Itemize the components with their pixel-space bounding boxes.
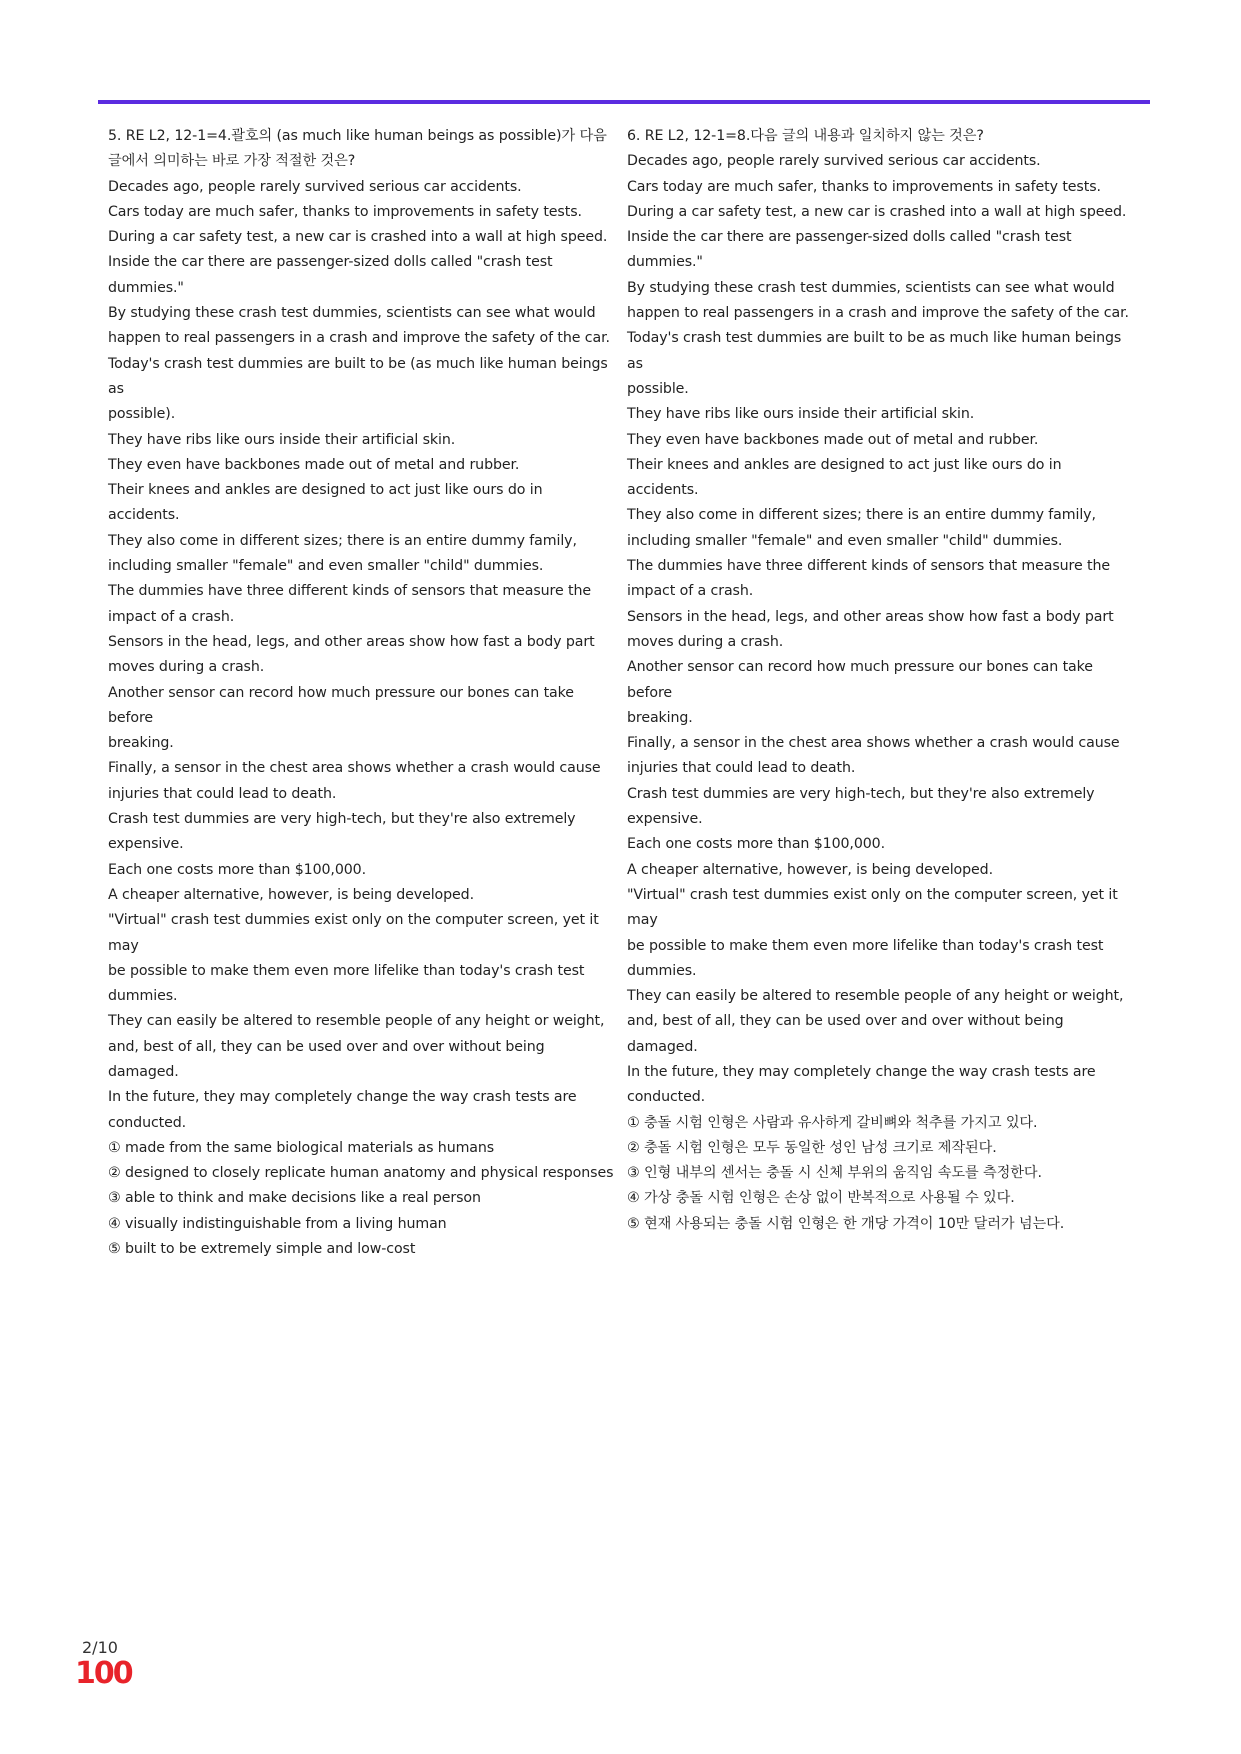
text-line: ③ 인형 내부의 센서는 충돌 시 신체 부위의 움직임 속도를 측정한다. (627, 1165, 1042, 1182)
text-line: including smaller "female" and even smaller "child" dummies. (627, 532, 1063, 549)
text-line: Each one costs more than $100,000. (627, 836, 886, 853)
text-line: They also come in different sizes; there is an entire dummy family, (108, 532, 577, 549)
text-line: breaking. (108, 735, 174, 752)
text-line: 글에서 의미하는 바로 가장 적절한 것은? (108, 153, 356, 170)
text-line: Inside the car there are passenger-sized dolls called "crash test dummies." (627, 229, 1072, 271)
text-line: The dummies have three different kinds of sensors that measure the (627, 558, 1111, 575)
question-6-column (627, 124, 1137, 1237)
question-5-column (108, 124, 618, 1262)
text-line: They can easily be altered to resemble people of any height or weight, (108, 1013, 605, 1030)
text-line: happen to real passengers in a crash and improve the safety of the car. (627, 305, 1129, 322)
text-line: breaking. (627, 709, 693, 726)
text-line: Their knees and ankles are designed to act just like ours do in accidents. (108, 482, 543, 524)
text-line: injuries that could lead to death. (108, 785, 337, 802)
text-line: Inside the car there are passenger-sized dolls called "crash test dummies." (108, 254, 553, 296)
text-line: possible. (627, 380, 689, 397)
text-line: Decades ago, people rarely survived serious car accidents. (627, 153, 1041, 170)
text-line: possible). (108, 406, 176, 423)
brand-logo: 100 (75, 1656, 132, 1691)
text-line: including smaller "female" and even smaller "child" dummies. (108, 558, 544, 575)
text-line: By studying these crash test dummies, scientists can see what would (108, 305, 596, 322)
text-line: Decades ago, people rarely survived serious car accidents. (108, 178, 522, 195)
text-line: be possible to make them even more lifelike than today's crash test (627, 937, 1104, 954)
text-line: Cars today are much safer, thanks to improvements in safety tests. (627, 178, 1101, 195)
text-line: impact of a crash. (108, 608, 235, 625)
text-line: Finally, a sensor in the chest area shows whether a crash would cause (108, 760, 601, 777)
text-line: "Virtual" crash test dummies exist only on the computer screen, yet it may (627, 886, 1118, 929)
text-line: Cars today are much safer, thanks to improvements in safety tests. (108, 203, 582, 220)
text-line: A cheaper alternative, however, is being developed. (627, 861, 993, 878)
text-line: During a car safety test, a new car is crashed into a wall at high speed. (108, 229, 608, 246)
text-line: Crash test dummies are very high-tech, but they're also extremely (108, 811, 576, 828)
text-line: ② designed to closely replicate human anatomy and physical responses (108, 1165, 614, 1182)
text-line: ② 충돌 시험 인형은 모두 동일한 성인 남성 크기로 제작된다. (627, 1139, 997, 1156)
text-line: Their knees and ankles are designed to act just like ours do in accidents. (627, 456, 1062, 499)
text-line: ⑤ built to be extremely simple and low-cost (108, 1241, 416, 1258)
text-line: The dummies have three different kinds of sensors that measure the (108, 583, 592, 600)
text-line: ③ able to think and make decisions like a real person (108, 1190, 481, 1207)
text-line: By studying these crash test dummies, scientists can see what would (627, 279, 1115, 296)
text-line: dummies. (108, 988, 178, 1005)
text-line: expensive. (108, 836, 184, 853)
text-line: ④ 가상 충돌 시험 인형은 손상 없이 반복적으로 사용될 수 있다. (627, 1190, 1015, 1207)
text-line: 5. RE L2, 12-1=4.괄호의 (as much like human beings as possible)가 다음 (108, 128, 607, 144)
text-line: They can easily be altered to resemble people of any height or weight, (627, 988, 1124, 1005)
text-line: Finally, a sensor in the chest area shows whether a crash would cause (627, 735, 1120, 752)
text-line: Crash test dummies are very high-tech, but they're also extremely (627, 785, 1095, 802)
page-number: 2/10 (82, 1638, 118, 1657)
text-line: be possible to make them even more lifelike than today's crash test (108, 962, 585, 979)
text-line: 6. RE L2, 12-1=8.다음 글의 내용과 일치하지 않는 것은? (627, 128, 984, 144)
text-line: conducted. (627, 1089, 706, 1106)
text-line: In the future, they may completely change the way crash tests are (627, 1063, 1096, 1080)
text-line: ④ visually indistinguishable from a living human (108, 1215, 447, 1232)
header-rule (98, 100, 1150, 104)
text-line: impact of a crash. (627, 583, 754, 600)
text-line: Another sensor can record how much pressure our bones can take before (627, 659, 1093, 701)
text-line: and, best of all, they can be used over and over without being damaged. (108, 1038, 545, 1080)
text-line: ① 충돌 시험 인형은 사람과 유사하게 갈비뼈와 척추를 가지고 있다. (627, 1114, 1038, 1131)
text-line: Sensors in the head, legs, and other areas show how fast a body part (627, 608, 1114, 625)
text-line: Each one costs more than $100,000. (108, 861, 367, 878)
text-line: injuries that could lead to death. (627, 760, 856, 777)
text-line: They even have backbones made out of metal and rubber. (108, 456, 520, 473)
text-line: ① made from the same biological materials as humans (108, 1139, 495, 1156)
text-line: They even have backbones made out of metal and rubber. (627, 431, 1039, 448)
text-line: They also come in different sizes; there is an entire dummy family, (627, 507, 1096, 524)
text-line: Another sensor can record how much pressure our bones can take before (108, 684, 574, 726)
text-line: During a car safety test, a new car is crashed into a wall at high speed. (627, 203, 1127, 220)
text-line: expensive. (627, 811, 703, 828)
text-line: moves during a crash. (108, 659, 265, 676)
text-line: Today's crash test dummies are built to be (as much like human beings as (108, 355, 608, 397)
text-line: A cheaper alternative, however, is being developed. (108, 886, 474, 903)
text-line: Sensors in the head, legs, and other areas show how fast a body part (108, 633, 595, 650)
text-line: In the future, they may completely change the way crash tests are (108, 1089, 577, 1106)
text-line: ⑤ 현재 사용되는 충돌 시험 인형은 한 개당 가격이 10만 달러가 넘는다. (627, 1215, 1065, 1232)
text-line: dummies. (627, 962, 697, 979)
text-line: happen to real passengers in a crash and improve the safety of the car. (108, 330, 610, 347)
text-line: Today's crash test dummies are built to be as much like human beings as (627, 330, 1122, 372)
text-line: and, best of all, they can be used over and over without being damaged. (627, 1013, 1064, 1055)
text-line: conducted. (108, 1114, 187, 1131)
text-line: moves during a crash. (627, 633, 784, 650)
text-line: "Virtual" crash test dummies exist only on the computer screen, yet it may (108, 912, 599, 954)
text-line: They have ribs like ours inside their artificial skin. (627, 406, 975, 423)
text-line: They have ribs like ours inside their artificial skin. (108, 431, 456, 448)
